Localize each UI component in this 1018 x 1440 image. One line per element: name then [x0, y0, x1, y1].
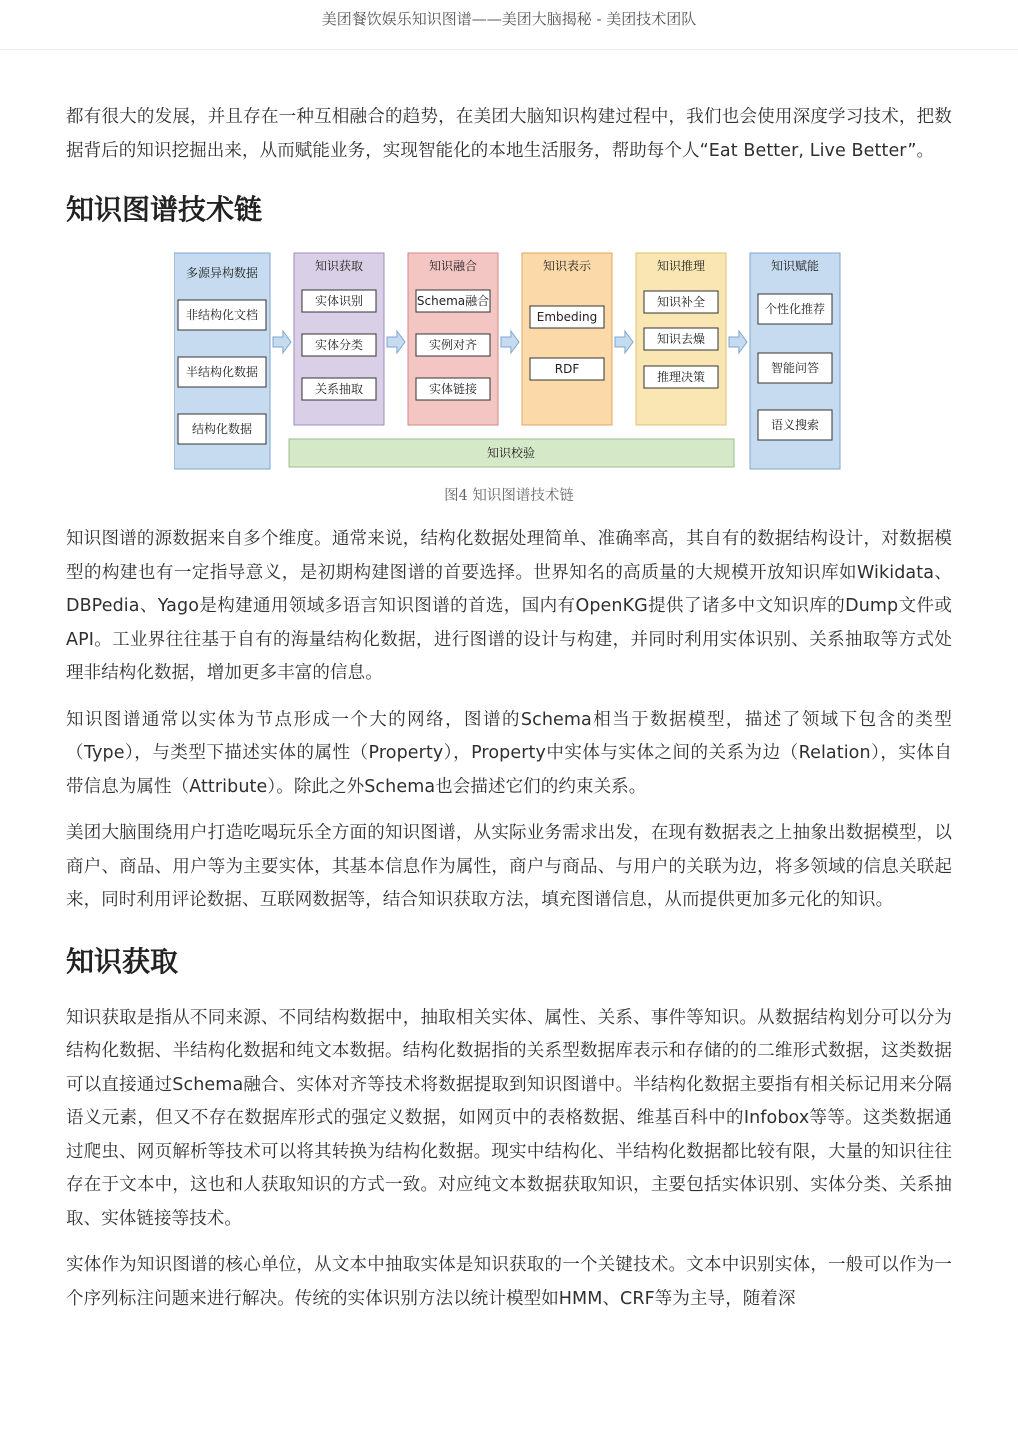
paragraph-entity: 实体作为知识图谱的核心单位，从文本中抽取实体是知识获取的一个关键技术。文本中识别实体，一般可以作为一个序列标注问题来进行解决。传统的实体识别方法以统计模型如HMM、CRF等为主导，随着深: [66, 1255, 952, 1309]
column-3-item-label: 实例对齐: [428, 338, 478, 352]
paragraph-schema: 知识图谱通常以实体为节点形成一个大的网络，图谱的Schema相当于数据模型，描述了领域下包含的类型（Type），与类型下描述实体的属性（Property），Property中实体与实体之间的关系为边（Relation），实体自带信息为属性（Attribute）。除此之外Schema也会描述它们的约束关系。: [66, 709, 952, 797]
column-2-item-label: 关系抽取: [314, 382, 364, 396]
paragraph-intro: 都有很大的发展，并且存在一种互相融合的趋势，在美团大脑知识构建过程中，我们也会使用深度学习技术，把数据背后的知识挖掘出来，从而赋能业务，实现智能化的本地生活服务，帮助每个人“Eat Better, Live Better”。: [66, 107, 952, 161]
flow-arrow: [729, 331, 747, 353]
column-5-item-label: 知识去燥: [656, 332, 706, 346]
column-4-item-label: RDF: [554, 362, 580, 376]
page-header-title: 美团餐饮娱乐知识图谱——美团大脑揭秘 - 美团技术团队: [321, 10, 697, 28]
column-1-title: 多源异构数据: [185, 266, 259, 280]
column-1-item-label: 结构化数据: [191, 422, 253, 436]
article-content: [66, 101, 952, 1329]
figure-tech-chain: [66, 250, 952, 505]
column-3-item-label: Schema融合: [416, 294, 490, 308]
flow-arrow: [273, 331, 291, 353]
paragraph-acquisition: 知识获取是指从不同来源、不同结构数据中，抽取相关实体、属性、关系、事件等知识。从数据结构划分可以分为结构化数据、半结构化数据和纯文本数据。结构化数据指的关系型数据库表示和存储的的二维形式数据，这类数据可以直接通过Schema融合、实体对齐等技术将数据提取到知识图谱中。半结构化数据主要指有相关标记用来分隔语义元素，但又不存在数据库形式的强定义数据，如网页中的表格数据、维基百科中的Infobox等等。这类数据通过爬虫、网页解析等技术可以将其转换为结构化数据。现实中结构化、半结构化数据都比较有限，大量的知识往往存在于文本中，这也和人获取知识的方式一致。对应纯文本数据获取知识，主要包括实体识别、实体分类、关系抽取、实体链接等技术。: [66, 1007, 952, 1229]
column-5-title: 知识推理: [656, 259, 706, 273]
column-6-item-label: 智能问答: [770, 361, 820, 375]
column-1-item-label: 半结构化数据: [185, 365, 259, 379]
column-2-item-label: 实体识别: [314, 294, 364, 308]
column-4-item-label: Embeding: [536, 310, 598, 324]
column-5-item-label: 知识补全: [656, 295, 706, 309]
column-4-title: 知识表示: [542, 259, 592, 273]
flow-arrow: [387, 331, 405, 353]
column-2-item-label: 实体分类: [314, 338, 364, 352]
column-1-item-label: 非结构化文档: [185, 308, 259, 322]
column-3-title: 知识融合: [428, 259, 478, 273]
paragraph-source-data: 知识图谱的源数据来自多个维度。通常来说，结构化数据处理简单、准确率高，其自有的数据结构设计，对数据模型的构建也有一定指导意义，是初期构建图谱的首要选择。世界知名的高质量的大规模开放知识库如Wikidata、DBPedia、Yago是构建通用领域多语言知识图谱的首选，国内有OpenKG提供了诸多中文知识库的Dump文件或API。工业界往往基于自有的海量结构化数据，进行图谱的设计与构建，并同时利用实体识别、关系抽取等方式处理非结构化数据，增加更多丰富的信息。: [66, 529, 952, 683]
flow-arrow: [501, 331, 519, 353]
paragraph-meituan-brain: 美团大脑围绕用户打造吃喝玩乐全方面的知识图谱，从实际业务需求出发，在现有数据表之上抽象出数据模型，以商户、商品、用户等为主要实体，其基本信息作为属性，商户与商品、与用户的关联为边，将多领域的信息关联起来，同时利用评论数据、互联网数据等，结合知识获取方法，填充图谱信息，从而提供更加多元化的知识。: [66, 823, 952, 910]
column-2-title: 知识获取: [314, 259, 364, 273]
column-6-title: 知识赋能: [770, 259, 820, 273]
bottom-bar-label: 知识校验: [486, 446, 536, 460]
figure-caption: 图4 知识图谱技术链: [444, 488, 574, 504]
column-3-item-label: 实体链接: [428, 382, 478, 396]
heading-acquisition: 知识获取: [66, 944, 179, 978]
column-5-item-label: 推理决策: [656, 370, 706, 384]
column-6-item-label: 语义搜索: [770, 418, 820, 432]
heading-tech-chain: 知识图谱技术链: [66, 193, 263, 226]
page-header: [0, 0, 1018, 50]
column-6-item-label: 个性化推荐: [764, 302, 826, 316]
tech-chain-diagram: [174, 250, 844, 472]
column-4-box: [522, 253, 612, 425]
flow-arrow: [615, 331, 633, 353]
